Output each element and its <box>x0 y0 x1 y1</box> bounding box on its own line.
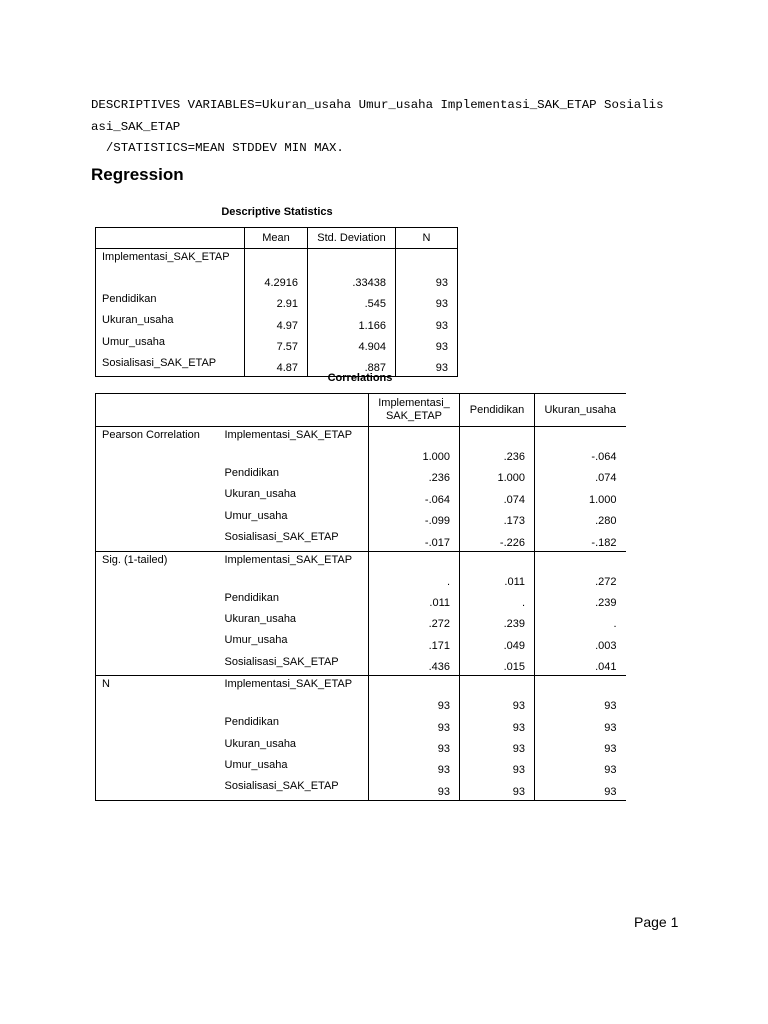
cell-value: . <box>535 611 626 632</box>
cell-value: .015 <box>460 654 535 676</box>
cell-value: 1.000 <box>460 465 535 486</box>
cell-value: -.182 <box>535 529 626 551</box>
cell-value: .003 <box>535 632 626 653</box>
cell-value: 93 <box>369 757 460 778</box>
header-mean: Mean <box>245 228 308 249</box>
cell-value: 93 <box>535 676 626 715</box>
cell-value: -.226 <box>460 529 535 551</box>
table-row <box>96 334 458 355</box>
cell-value: .436 <box>369 654 460 676</box>
row-label: Ukuran_usaha <box>219 486 369 507</box>
row-label: Implementasi_SAK_ETAP <box>219 551 369 590</box>
header-blank-cell <box>96 394 369 427</box>
cell-value: .049 <box>460 632 535 653</box>
cell-value: .011 <box>369 590 460 611</box>
row-label: Sosialisasi_SAK_ETAP <box>219 778 369 800</box>
cell-value: 93 <box>369 736 460 757</box>
group-label-n: N <box>96 676 219 801</box>
header-line: SAK_ETAP <box>385 410 443 422</box>
row-label: Pendidikan <box>219 465 369 486</box>
cell-n: 93 <box>396 312 458 333</box>
cell-sd: .545 <box>308 291 396 312</box>
cell-sd: .887 <box>308 355 396 377</box>
row-label: Umur_usaha <box>219 632 369 653</box>
cell-value: .236 <box>460 427 535 466</box>
group-label-sig: Sig. (1-tailed) <box>96 551 219 676</box>
table-header-row <box>96 394 626 427</box>
cell-value: .171 <box>369 632 460 653</box>
cell-n: 93 <box>396 355 458 377</box>
row-label: Ukuran_usaha <box>219 611 369 632</box>
cell-value: .272 <box>535 551 626 590</box>
cell-value: 93 <box>535 714 626 735</box>
row-label: Umur_usaha <box>219 508 369 529</box>
cell-value: .041 <box>535 654 626 676</box>
row-label: Umur_usaha <box>96 334 245 355</box>
cell-value: -.099 <box>369 508 460 529</box>
cell-value: .280 <box>535 508 626 529</box>
cell-sd: .33438 <box>308 249 396 292</box>
syntax-block <box>91 95 731 160</box>
cell-value: .272 <box>369 611 460 632</box>
cell-value: .074 <box>460 486 535 507</box>
cell-value: 93 <box>369 778 460 800</box>
row-label: Ukuran_usaha <box>96 312 245 333</box>
cell-value: 1.000 <box>369 427 460 466</box>
descriptive-table-title: Descriptive Statistics <box>221 206 333 218</box>
group-label-pearson: Pearson Correlation <box>102 429 200 441</box>
cell-mean: 2.91 <box>245 291 308 312</box>
syntax-line-1: DESCRIPTIVES VARIABLES=Ukuran_usaha Umur_usaha Implementasi_SAK_ETAP Sosialis <box>91 98 664 112</box>
cell-value: . <box>369 551 460 590</box>
header-implementasi <box>369 394 460 427</box>
header-std-deviation: Std. Deviation <box>308 228 396 249</box>
cell-value: 93 <box>460 736 535 757</box>
table-header-row <box>96 228 458 249</box>
cell-value: 93 <box>535 778 626 800</box>
cell-value: 93 <box>369 714 460 735</box>
syntax-line-3: /STATISTICS=MEAN STDDEV MIN MAX. <box>91 141 344 155</box>
page-number: Page 1 <box>634 914 679 930</box>
cell-mean: 4.97 <box>245 312 308 333</box>
cell-n: 93 <box>396 249 458 292</box>
cell-value: .011 <box>460 551 535 590</box>
cell-value: .239 <box>460 611 535 632</box>
cell-value: .074 <box>535 465 626 486</box>
cell-value: 93 <box>369 676 460 715</box>
cell-mean: 7.57 <box>245 334 308 355</box>
cell-value: -.017 <box>369 529 460 551</box>
row-label: Implementasi_SAK_ETAP <box>96 249 245 292</box>
cell-value: 93 <box>460 757 535 778</box>
table-row <box>96 676 626 715</box>
cell-value: 93 <box>460 676 535 715</box>
row-label: Implementasi_SAK_ETAP <box>219 427 369 466</box>
table-row <box>96 427 626 466</box>
cell-value: 93 <box>535 757 626 778</box>
table-row <box>96 312 458 333</box>
cell-value: -.064 <box>535 427 626 466</box>
section-title: Regression <box>91 165 184 184</box>
cell-value: 93 <box>460 714 535 735</box>
cell-value: .239 <box>535 590 626 611</box>
cell-value: 93 <box>535 736 626 757</box>
cell-value: 93 <box>460 778 535 800</box>
cell-value: -.064 <box>369 486 460 507</box>
syntax-line-2: asi_SAK_ETAP <box>91 119 181 134</box>
header-line: Implementasi_ <box>378 397 450 409</box>
row-label: Sosialisasi_SAK_ETAP <box>96 355 245 377</box>
header-ukuran-usaha: Ukuran_usaha <box>535 394 626 427</box>
row-label: Sosialisasi_SAK_ETAP <box>219 654 369 676</box>
table-row <box>96 551 626 590</box>
row-label: Ukuran_usaha <box>219 736 369 757</box>
cell-value: . <box>460 590 535 611</box>
correlations-table <box>95 393 626 801</box>
cell-n: 93 <box>396 334 458 355</box>
cell-mean: 4.87 <box>245 355 308 377</box>
cell-value: .173 <box>460 508 535 529</box>
descriptive-statistics-table <box>95 227 458 377</box>
header-blank-cell <box>96 228 245 249</box>
cell-sd: 1.166 <box>308 312 396 333</box>
cell-mean: 4.2916 <box>245 249 308 292</box>
row-label: Pendidikan <box>219 590 369 611</box>
row-label: Pendidikan <box>219 714 369 735</box>
cell-n: 93 <box>396 291 458 312</box>
row-label: Umur_usaha <box>219 757 369 778</box>
row-label: Pendidikan <box>96 291 245 312</box>
row-label: Sosialisasi_SAK_ETAP <box>219 529 369 551</box>
cell-value: .236 <box>369 465 460 486</box>
cell-sd: 4.904 <box>308 334 396 355</box>
table-row <box>96 291 458 312</box>
header-pendidikan: Pendidikan <box>460 394 535 427</box>
header-n: N <box>396 228 458 249</box>
table-row <box>96 249 458 292</box>
correlations-table-title: Correlations <box>327 372 393 384</box>
row-label: Implementasi_SAK_ETAP <box>219 676 369 715</box>
cell-value: 1.000 <box>535 486 626 507</box>
